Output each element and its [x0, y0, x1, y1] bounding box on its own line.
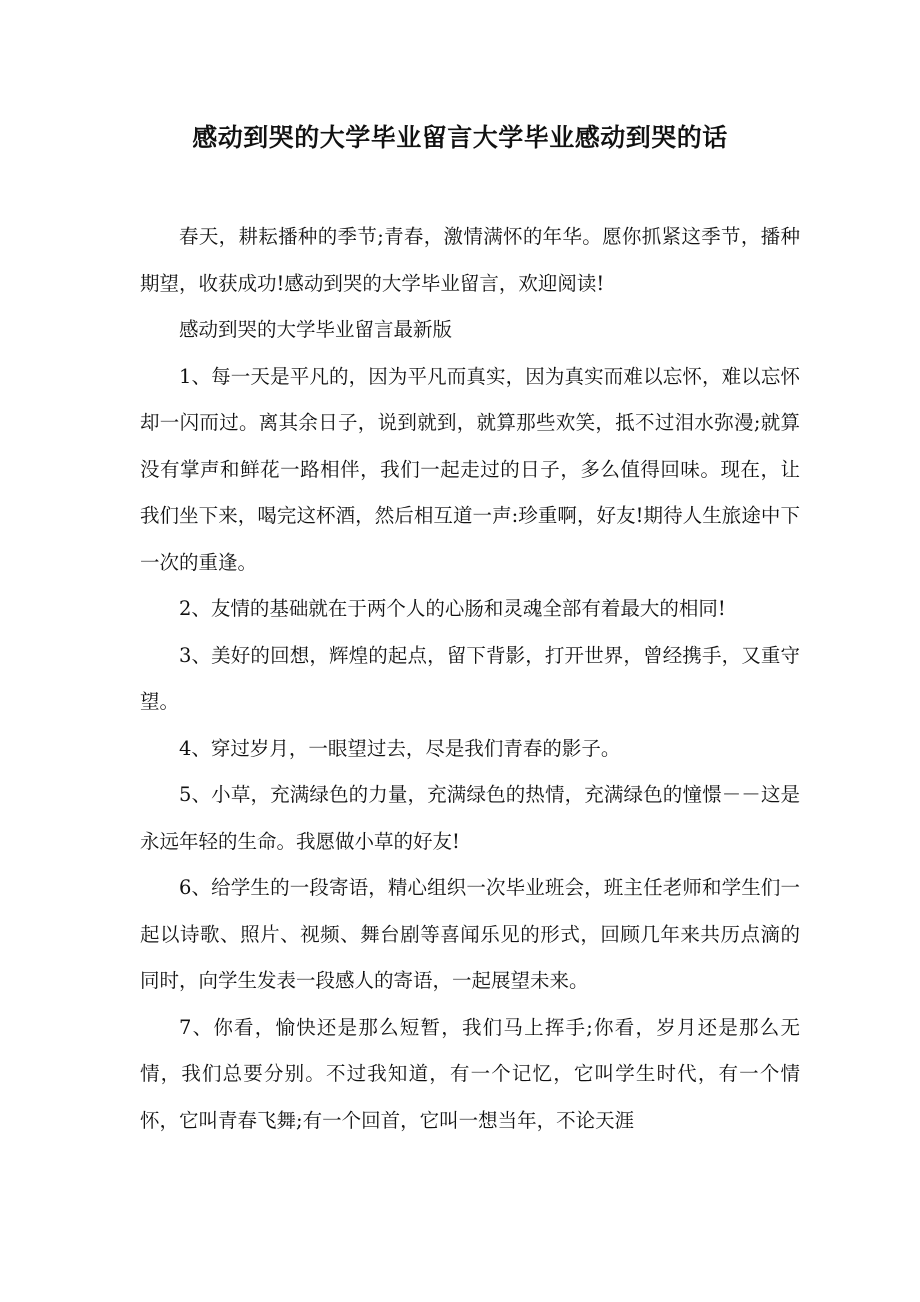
paragraph-item-5: 5、小草，充满绿色的力量，充满绿色的热情，充满绿色的憧憬－－这是永远年轻的生命。我愿做小草的好友! — [140, 783, 800, 853]
paragraph-item-6: 6、给学生的一段寄语，精心组织一次毕业班会，班主任老师和学生们一起以诗歌、照片、视频、舞台剧等喜闻乐见的形式，回顾几年来共历点滴的同时，向学生发表一段感人的寄语，一起展望未来。 — [140, 876, 800, 992]
paragraph-item-3: 3、美好的回想，辉煌的起点，留下背影，打开世界，曾经携手，又重守望。 — [140, 643, 800, 713]
paragraph-item-7: 7、你看，愉快还是那么短暂，我们马上挥手;你看，岁月还是那么无情，我们总要分别。不过我知道，有一个记忆，它叫学生时代，有一个情怀，它叫青春飞舞;有一个回首，它叫一想当年，不论天涯 — [140, 1015, 800, 1132]
paragraph-item-4: 4、穿过岁月，一眼望过去，尽是我们青春的影子。 — [179, 736, 621, 760]
paragraph-item-1: 1、每一天是平凡的，因为平凡而真实，因为真实而难以忘怀，难以忘怀却一闪而过。离其余日子，说到就到，就算那些欢笑，抵不过泪水弥漫;就算没有掌声和鲜花一路相伴，我们一起走过的日子，多么值得回味。现在，让我们坐下来，喝完这杯酒，然后相互道一声:珍重啊，好友!期待人生旅途中下一次的重逢。 — [140, 364, 800, 574]
document-body — [140, 214, 800, 1144]
paragraph-subheading: 感动到哭的大学毕业留言最新版 — [179, 318, 453, 341]
paragraph-intro: 春天，耕耘播种的季节;青春，激情满怀的年华。愿你抓紧这季节，播种期望，收获成功!感动到哭的大学毕业留言，欢迎阅读! — [140, 225, 800, 295]
document-title: 感动到哭的大学毕业留言大学毕业感动到哭的话 — [192, 123, 728, 152]
paragraph-item-2: 2、友情的基础就在于两个人的心肠和灵魂全部有着最大的相同! — [179, 597, 726, 620]
